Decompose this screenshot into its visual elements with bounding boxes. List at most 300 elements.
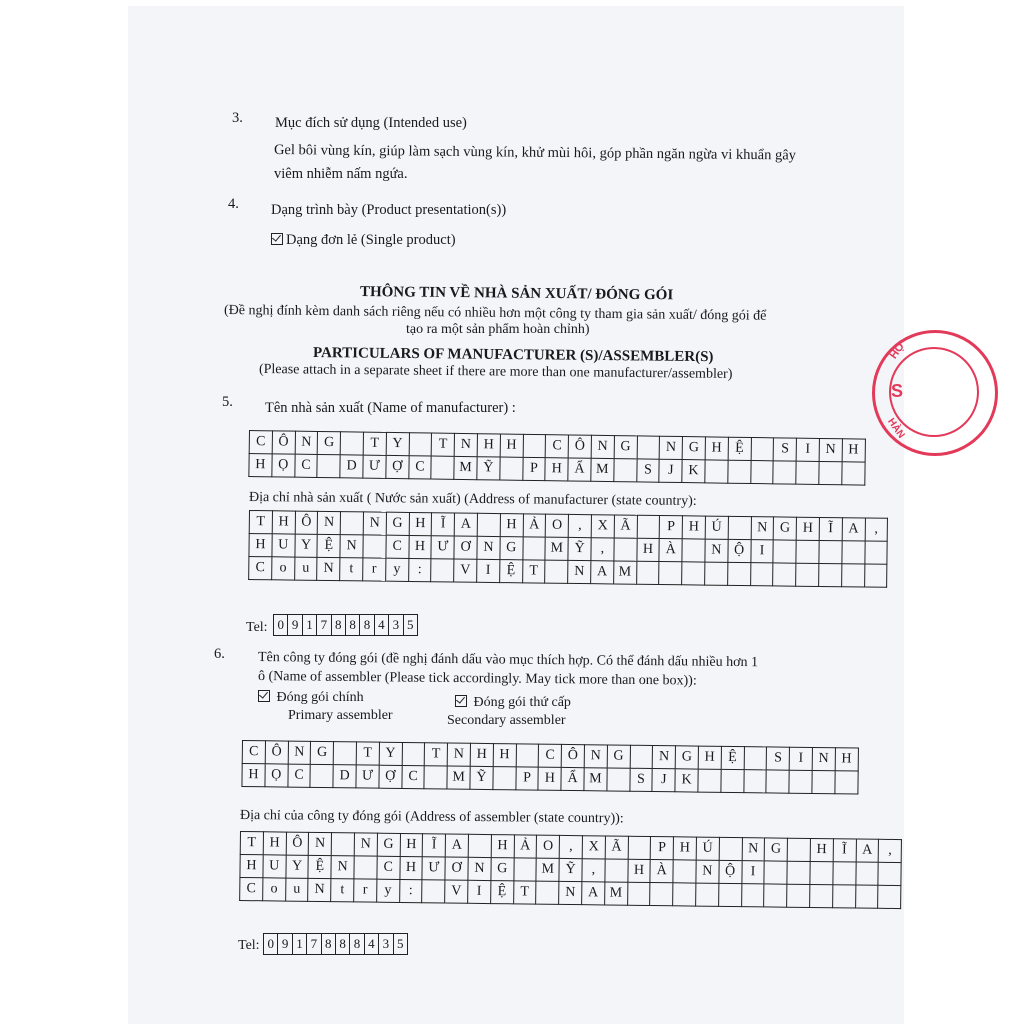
grid-cell: H [249, 534, 272, 557]
grid-cell [673, 860, 696, 883]
grid-cell: U [263, 855, 286, 878]
checkbox-checked-icon[interactable] [258, 690, 270, 702]
grid-cell [819, 461, 842, 484]
grid-cell: o [262, 878, 285, 901]
secondary-assembler-en: Secondary assembler [447, 713, 566, 728]
grid-cell: T [356, 742, 379, 765]
grid-cell: H [477, 434, 500, 457]
grid-cell: N [705, 539, 728, 562]
grid-cell [810, 884, 833, 907]
grid-cell: C [242, 741, 265, 764]
grid-cell: I [796, 438, 819, 461]
grid-cell: G [386, 512, 409, 535]
grid-cell: M [613, 561, 636, 584]
grid-cell: S [629, 768, 652, 791]
grid-cell [422, 880, 445, 903]
item4-option-single[interactable] [271, 232, 456, 249]
grid-cell: O [537, 835, 560, 858]
grid-cell: H [842, 439, 865, 462]
tel-digit-cell: 3 [389, 615, 403, 636]
grid-cell [727, 562, 750, 585]
grid-cell: G [675, 746, 698, 769]
item4-number: 4. [228, 196, 239, 212]
tel-digit-cell: 1 [292, 934, 306, 955]
grid-cell: A [842, 518, 865, 541]
grid-cell: V [445, 880, 468, 903]
grid-cell: u [285, 878, 308, 901]
grid-cell: Ộ [719, 860, 742, 883]
grid-cell: K [675, 769, 698, 792]
assembler-address-grid [239, 831, 902, 909]
tel-digit-cell: 5 [403, 615, 417, 636]
grid-cell: , [568, 514, 591, 537]
grid-cell: N [288, 741, 311, 764]
item5-name-label: Tên nhà sản xuất (Name of manufacturer) : [265, 400, 516, 416]
section-note-vi-line1: (Đề nghị đính kèm danh sách riêng nếu có nhiều hơn một công ty tham gia sản xuất/ đóng gói để [223, 303, 767, 324]
grid-cell [832, 885, 855, 908]
grid-cell: C [377, 856, 400, 879]
grid-cell: J [659, 459, 682, 482]
item6-label-line1: Tên công ty đóng gói (đề nghị đánh dấu vào mục thích hợp. Có thể đánh dấu nhiều hơn 1 [257, 650, 759, 671]
grid-cell [536, 881, 559, 904]
grid-cell: Ỹ [559, 858, 582, 881]
grid-cell: Ú [696, 837, 719, 860]
grid-cell: D [340, 455, 363, 478]
manufacturer-name-grid [248, 430, 865, 486]
grid-cell: O [546, 514, 569, 537]
grid-cell [614, 459, 637, 482]
grid-cell [607, 768, 630, 791]
grid-cell: Ợ [379, 765, 402, 788]
grid-cell: Ã [605, 836, 628, 859]
item6-number: 6. [214, 646, 225, 662]
tel-digit-cell: 8 [360, 615, 374, 636]
grid-cell [696, 883, 719, 906]
grid-cell [628, 836, 651, 859]
grid-cell: G [491, 858, 514, 881]
grid-cell: G [500, 537, 523, 560]
grid-cell: H [636, 538, 659, 561]
grid-cell: Ú [705, 516, 728, 539]
grid-cell: C [249, 431, 272, 454]
grid-cell: S [767, 747, 790, 770]
grid-cell: G [765, 838, 788, 861]
grid-cell [719, 837, 742, 860]
grid-cell: Ĩ [819, 517, 842, 540]
grid-cell: Ô [561, 744, 584, 767]
grid-cell: Ệ [317, 534, 340, 557]
grid-cell: I [741, 861, 764, 884]
grid-cell [764, 884, 787, 907]
grid-cell: H [272, 511, 295, 534]
tel-digit-cell: 4 [374, 615, 388, 636]
grid-cell: N [659, 436, 682, 459]
grid-cell: H [545, 458, 568, 481]
grid-cell: Ư [363, 455, 386, 478]
grid-cell [750, 461, 773, 484]
tel-digit-cell: 0 [264, 934, 278, 955]
grid-cell: I [477, 559, 500, 582]
section-note-en: (Please attach in a separate sheet if there are more than one manufacturer/assembler) [258, 362, 733, 382]
tel-digit-cell: 8 [350, 934, 364, 955]
grid-cell [878, 862, 901, 885]
item3-description-line1: Gel bôi vùng kín, giúp làm sạch vùng kín, khử mùi hôi, góp phần ngăn ngừa vi khuẩn gây [273, 142, 797, 164]
grid-cell: H [408, 535, 431, 558]
grid-cell [317, 454, 340, 477]
grid-cell: G [774, 517, 797, 540]
grid-cell: N [591, 435, 614, 458]
grid-cell [855, 862, 878, 885]
grid-cell [698, 769, 721, 792]
grid-cell [500, 457, 523, 480]
tel-digit-cell: 5 [393, 934, 407, 955]
grid-cell: N [742, 838, 765, 861]
grid-cell: Ợ [386, 455, 409, 478]
grid-cell [363, 535, 386, 558]
grid-cell [773, 563, 796, 586]
item6-label-line2: ô (Name of assembler (Please tick accordingly. May tick more than one box)): [257, 669, 697, 689]
item4-title: Dạng trình bày (Product presentation(s)) [271, 202, 507, 218]
grid-cell: , [591, 538, 614, 561]
grid-cell: Y [286, 855, 309, 878]
grid-cell [637, 436, 660, 459]
grid-cell: T [522, 560, 545, 583]
grid-cell: D [333, 765, 356, 788]
grid-cell: C [240, 878, 263, 901]
grid-cell: P [522, 457, 545, 480]
grid-cell: N [295, 431, 318, 454]
section-title-vi: THÔNG TIN VỀ NHÀ SẢN XUẤT/ ĐÓNG GÓI [359, 284, 674, 304]
grid-cell: H [242, 764, 265, 787]
manufacturer-tel-grid [273, 614, 418, 636]
grid-cell [864, 564, 887, 587]
grid-cell: Ư [422, 857, 445, 880]
grid-cell: , [865, 518, 888, 541]
grid-cell [855, 885, 878, 908]
grid-cell: Ô [568, 435, 591, 458]
grid-cell: H [500, 514, 523, 537]
grid-cell: H [835, 748, 858, 771]
grid-cell: Ư [356, 765, 379, 788]
tel-digit-cell: 8 [335, 934, 349, 955]
grid-cell [310, 764, 333, 787]
grid-cell: C [386, 535, 409, 558]
tel-digit-cell: 7 [307, 934, 321, 955]
tel-digit-cell: 8 [321, 934, 335, 955]
grid-cell [493, 767, 516, 790]
grid-cell [796, 563, 819, 586]
grid-cell: , [878, 839, 901, 862]
grid-cell: Ẩ [561, 767, 584, 790]
grid-cell: H [538, 767, 561, 790]
grid-cell [764, 861, 787, 884]
grid-cell: A [445, 834, 468, 857]
grid-cell: A [856, 839, 879, 862]
grid-cell: Ộ [728, 539, 751, 562]
grid-cell: Ô [286, 832, 309, 855]
grid-cell [750, 563, 773, 586]
item5-tel-label: Tel: [246, 620, 268, 635]
grid-cell: T [425, 743, 448, 766]
grid-cell: M [591, 458, 614, 481]
grid-cell: Y [295, 534, 318, 557]
grid-cell: H [399, 856, 422, 879]
grid-cell: H [810, 838, 833, 861]
manufacturer-address-grid [248, 510, 888, 588]
grid-cell: C [408, 456, 431, 479]
grid-cell [841, 564, 864, 587]
grid-cell: Ệ [728, 437, 751, 460]
grid-cell [812, 770, 835, 793]
grid-cell: N [317, 557, 340, 580]
grid-cell: N [751, 517, 774, 540]
primary-assembler-option[interactable] [258, 690, 364, 706]
tel-digit-cell: 0 [274, 615, 288, 636]
grid-cell: M [584, 768, 607, 791]
secondary-assembler-option[interactable] [455, 695, 571, 711]
grid-cell [796, 461, 819, 484]
grid-cell: , [582, 859, 605, 882]
grid-cell [819, 540, 842, 563]
grid-cell: À [659, 539, 682, 562]
grid-cell: Ọ [272, 454, 295, 477]
grid-cell: I [468, 880, 491, 903]
grid-cell: U [272, 534, 295, 557]
checkbox-checked-icon[interactable] [455, 695, 467, 707]
tel-digit-cell: 1 [302, 615, 316, 636]
grid-cell: P [660, 516, 683, 539]
secondary-assembler-vi: Đóng gói thứ cấp [473, 695, 571, 710]
grid-cell [705, 460, 728, 483]
grid-cell: : [408, 558, 431, 581]
grid-cell: Ô [265, 741, 288, 764]
grid-cell [842, 462, 865, 485]
grid-cell: I [789, 747, 812, 770]
assembler-name-grid [241, 740, 858, 795]
grid-cell: G [682, 437, 705, 460]
grid-cell: N [568, 560, 591, 583]
grid-cell [773, 540, 796, 563]
grid-cell: H [491, 835, 514, 858]
grid-cell: Ĩ [833, 839, 856, 862]
grid-cell: N [584, 745, 607, 768]
grid-cell: Ơ [454, 536, 477, 559]
grid-cell: M [545, 537, 568, 560]
item5-number: 5. [222, 394, 233, 410]
grid-cell: Ô [272, 431, 295, 454]
grid-cell [682, 562, 705, 585]
grid-cell: T [432, 433, 455, 456]
grid-cell: H [249, 454, 272, 477]
grid-cell: o [271, 557, 294, 580]
grid-cell: Ệ [499, 560, 522, 583]
tel-digit-cell: 4 [364, 934, 378, 955]
item5-address-label: Địa chỉ nhà sản xuất ( Nước sản xuất) (Address of manufacturer (state country): [248, 490, 697, 509]
grid-cell [340, 512, 363, 535]
grid-cell [787, 861, 810, 884]
grid-cell: Ệ [490, 881, 513, 904]
grid-cell: J [652, 769, 675, 792]
grid-cell [477, 513, 500, 536]
grid-cell [331, 833, 354, 856]
grid-cell: Ĩ [423, 834, 446, 857]
grid-cell: Ỹ [477, 457, 500, 480]
grid-cell: T [240, 832, 263, 855]
grid-cell: N [309, 832, 332, 855]
grid-cell: C [294, 454, 317, 477]
grid-cell: H [493, 744, 516, 767]
grid-cell: , [559, 835, 582, 858]
grid-cell [744, 747, 767, 770]
grid-cell: N [354, 833, 377, 856]
grid-cell: M [447, 766, 470, 789]
grid-cell [864, 541, 887, 564]
section-note-vi-line2: tạo ra một sản phẩm hoàn chỉnh) [406, 322, 590, 337]
item6-address-label: Địa chỉ của công ty đóng gói (Address of assembler (state country)): [239, 808, 624, 827]
stamp-text-bottom: HÀN [885, 416, 907, 441]
grid-cell [513, 858, 536, 881]
assembler-tel-grid [263, 933, 408, 955]
grid-cell: S [636, 459, 659, 482]
grid-cell: C [546, 435, 569, 458]
grid-cell: Y [386, 432, 409, 455]
grid-cell [705, 562, 728, 585]
grid-cell [340, 432, 363, 455]
grid-cell: C [288, 764, 311, 787]
grid-cell: T [249, 511, 272, 534]
grid-cell: Y [379, 742, 402, 765]
grid-cell [796, 540, 819, 563]
grid-cell: N [340, 535, 363, 558]
grid-cell: N [331, 856, 354, 879]
grid-cell [650, 883, 673, 906]
grid-cell: : [399, 879, 422, 902]
grid-cell: H [698, 746, 721, 769]
grid-cell: r [363, 558, 386, 581]
grid-cell: T [363, 432, 386, 455]
item3-title: Mục đích sử dụng (Intended use) [275, 115, 467, 131]
grid-cell: C [249, 557, 272, 580]
grid-cell: Ã [614, 515, 637, 538]
grid-cell: H [500, 434, 523, 457]
item6-tel-label: Tel: [238, 938, 260, 953]
grid-cell: P [515, 767, 538, 790]
grid-cell: H [400, 833, 423, 856]
grid-cell: N [468, 857, 491, 880]
grid-cell: t [331, 879, 354, 902]
item3-number: 3. [232, 110, 243, 126]
grid-cell: t [340, 558, 363, 581]
grid-cell: Ả [523, 514, 546, 537]
grid-cell [523, 434, 546, 457]
grid-cell: G [311, 741, 334, 764]
grid-cell [721, 769, 744, 792]
grid-cell: Ọ [265, 764, 288, 787]
grid-cell: À [650, 860, 673, 883]
grid-cell: Ả [514, 835, 537, 858]
grid-cell: T [513, 881, 536, 904]
grid-cell: N [559, 881, 582, 904]
tel-digit-cell: 3 [379, 934, 393, 955]
grid-cell [402, 742, 425, 765]
grid-cell: X [582, 836, 605, 859]
grid-cell: r [354, 879, 377, 902]
grid-cell: y [385, 558, 408, 581]
grid-cell: H [240, 855, 263, 878]
grid-cell: N [477, 536, 500, 559]
grid-cell: Ỹ [470, 766, 493, 789]
grid-cell: Ẩ [568, 458, 591, 481]
grid-cell [637, 515, 660, 538]
grid-cell: P [651, 837, 674, 860]
grid-cell [842, 541, 865, 564]
grid-cell [431, 456, 454, 479]
grid-cell: N [696, 860, 719, 883]
grid-cell: H [470, 743, 493, 766]
grid-cell: G [377, 833, 400, 856]
grid-cell: Ư [431, 536, 454, 559]
grid-cell [787, 884, 810, 907]
grid-cell [424, 766, 447, 789]
tel-digit-cell: 8 [331, 615, 345, 636]
grid-cell [835, 771, 858, 794]
grid-cell: u [294, 557, 317, 580]
grid-cell: V [454, 559, 477, 582]
grid-cell: H [627, 859, 650, 882]
grid-cell: K [682, 460, 705, 483]
grid-cell: y [376, 879, 399, 902]
grid-cell: H [409, 512, 432, 535]
grid-cell [333, 742, 356, 765]
grid-cell [636, 561, 659, 584]
grid-cell [522, 537, 545, 560]
grid-cell: H [263, 832, 286, 855]
grid-cell [682, 539, 705, 562]
grid-cell [773, 461, 796, 484]
tel-digit-cell: 9 [278, 934, 292, 955]
grid-cell [789, 770, 812, 793]
grid-cell: H [796, 517, 819, 540]
stamp-text-top: HỌ [887, 340, 907, 362]
grid-cell [605, 859, 628, 882]
grid-cell: A [582, 882, 605, 905]
grid-cell: N [318, 511, 341, 534]
grid-cell [787, 838, 810, 861]
grid-cell: S [773, 438, 796, 461]
grid-cell [766, 770, 789, 793]
grid-cell: M [536, 858, 559, 881]
grid-cell [627, 882, 650, 905]
grid-cell: N [812, 747, 835, 770]
section-title-en: PARTICULARS OF MANUFACTURER (S)/ASSEMBLER(S) [312, 345, 714, 366]
checkbox-checked-icon[interactable] [271, 233, 283, 245]
grid-cell [659, 562, 682, 585]
grid-cell: N [308, 878, 331, 901]
grid-cell [614, 538, 637, 561]
grid-cell [673, 883, 696, 906]
grid-cell [741, 884, 764, 907]
grid-cell: N [819, 438, 842, 461]
grid-cell: A [591, 561, 614, 584]
company-stamp [872, 330, 998, 456]
grid-cell [630, 745, 653, 768]
tel-row [274, 615, 418, 636]
grid-cell: N [454, 433, 477, 456]
grid-cell: Ỹ [568, 537, 591, 560]
grid-cell: C [539, 744, 562, 767]
grid-cell: X [591, 515, 614, 538]
tel-digit-cell: 9 [288, 615, 302, 636]
